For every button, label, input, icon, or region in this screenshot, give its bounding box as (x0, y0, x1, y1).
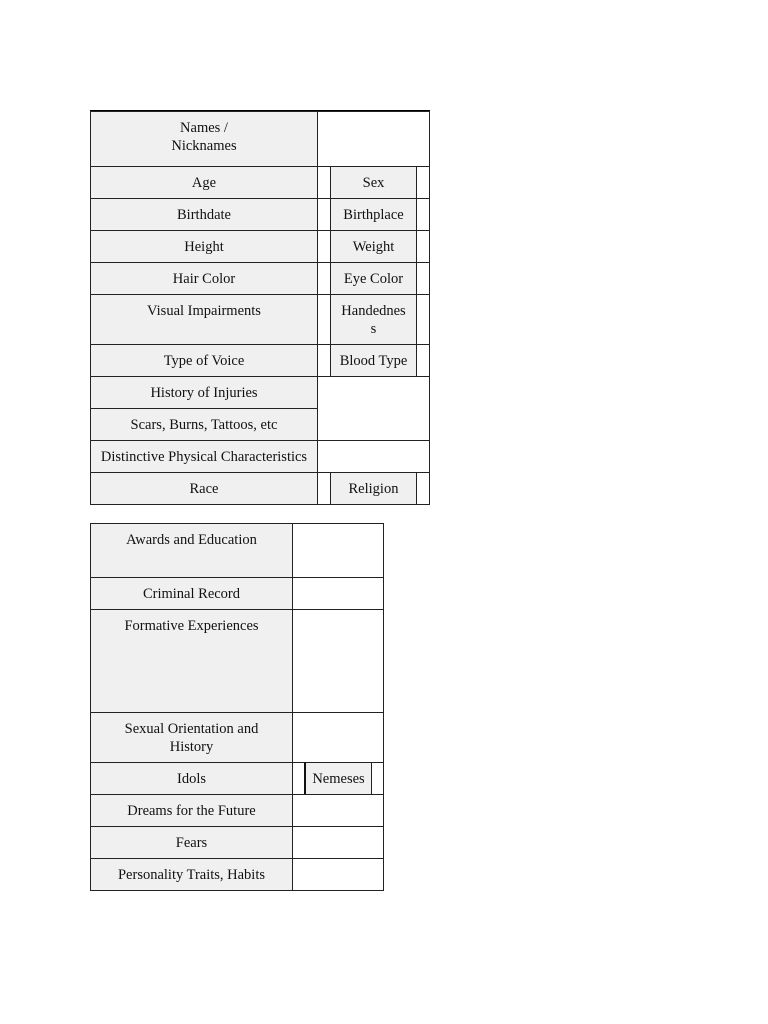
birthplace-field[interactable] (416, 198, 430, 231)
sexual-orientation-label: Sexual Orientation and History (90, 712, 293, 763)
fears-field[interactable] (292, 826, 384, 859)
distinctive-characteristics-label: Distinctive Physical Characteristics (90, 440, 318, 473)
eye-color-label: Eye Color (330, 262, 417, 295)
fears-label: Fears (90, 826, 293, 859)
birthdate-field[interactable] (317, 198, 331, 231)
criminal-record-label: Criminal Record (90, 577, 293, 610)
nemeses-field[interactable] (371, 762, 384, 795)
birthdate-label: Birthdate (90, 198, 318, 231)
birthplace-label: Birthplace (330, 198, 417, 231)
weight-label: Weight (330, 230, 417, 263)
age-label: Age (90, 166, 318, 199)
religion-field[interactable] (416, 472, 430, 505)
idols-label: Idols (90, 762, 293, 795)
handedness-label: Handednes s (330, 294, 417, 345)
nemeses-label: Nemeses (304, 762, 372, 795)
type-of-voice-field[interactable] (317, 344, 331, 377)
blood-type-field[interactable] (416, 344, 430, 377)
sexual-orientation-field[interactable] (292, 712, 384, 763)
personality-field[interactable] (292, 858, 384, 891)
history-of-injuries-label: History of Injuries (90, 376, 318, 409)
sex-field[interactable] (416, 166, 430, 199)
scars-label: Scars, Burns, Tattoos, etc (90, 408, 318, 441)
formative-experiences-label: Formative Experiences (90, 609, 293, 713)
formative-experiences-field[interactable] (292, 609, 384, 713)
height-label: Height (90, 230, 318, 263)
dreams-label: Dreams for the Future (90, 794, 293, 827)
criminal-record-field[interactable] (292, 577, 384, 610)
race-label: Race (90, 472, 318, 505)
awards-field[interactable] (292, 523, 384, 578)
religion-label: Religion (330, 472, 417, 505)
injuries-scars-field[interactable] (317, 376, 430, 441)
height-field[interactable] (317, 230, 331, 263)
dreams-field[interactable] (292, 794, 384, 827)
names-field[interactable] (317, 111, 430, 167)
distinctive-characteristics-field[interactable] (317, 440, 430, 473)
eye-color-field[interactable] (416, 262, 430, 295)
hair-color-field[interactable] (317, 262, 331, 295)
age-field[interactable] (317, 166, 331, 199)
weight-field[interactable] (416, 230, 430, 263)
type-of-voice-label: Type of Voice (90, 344, 318, 377)
sex-label: Sex (330, 166, 417, 199)
visual-impairments-field[interactable] (317, 294, 331, 345)
handedness-field[interactable] (416, 294, 430, 345)
names-label: Names / Nicknames (90, 111, 318, 167)
personality-label: Personality Traits, Habits (90, 858, 293, 891)
hair-color-label: Hair Color (90, 262, 318, 295)
visual-impairments-label: Visual Impairments (90, 294, 318, 345)
blood-type-label: Blood Type (330, 344, 417, 377)
awards-label: Awards and Education (90, 523, 293, 578)
race-field[interactable] (317, 472, 331, 505)
